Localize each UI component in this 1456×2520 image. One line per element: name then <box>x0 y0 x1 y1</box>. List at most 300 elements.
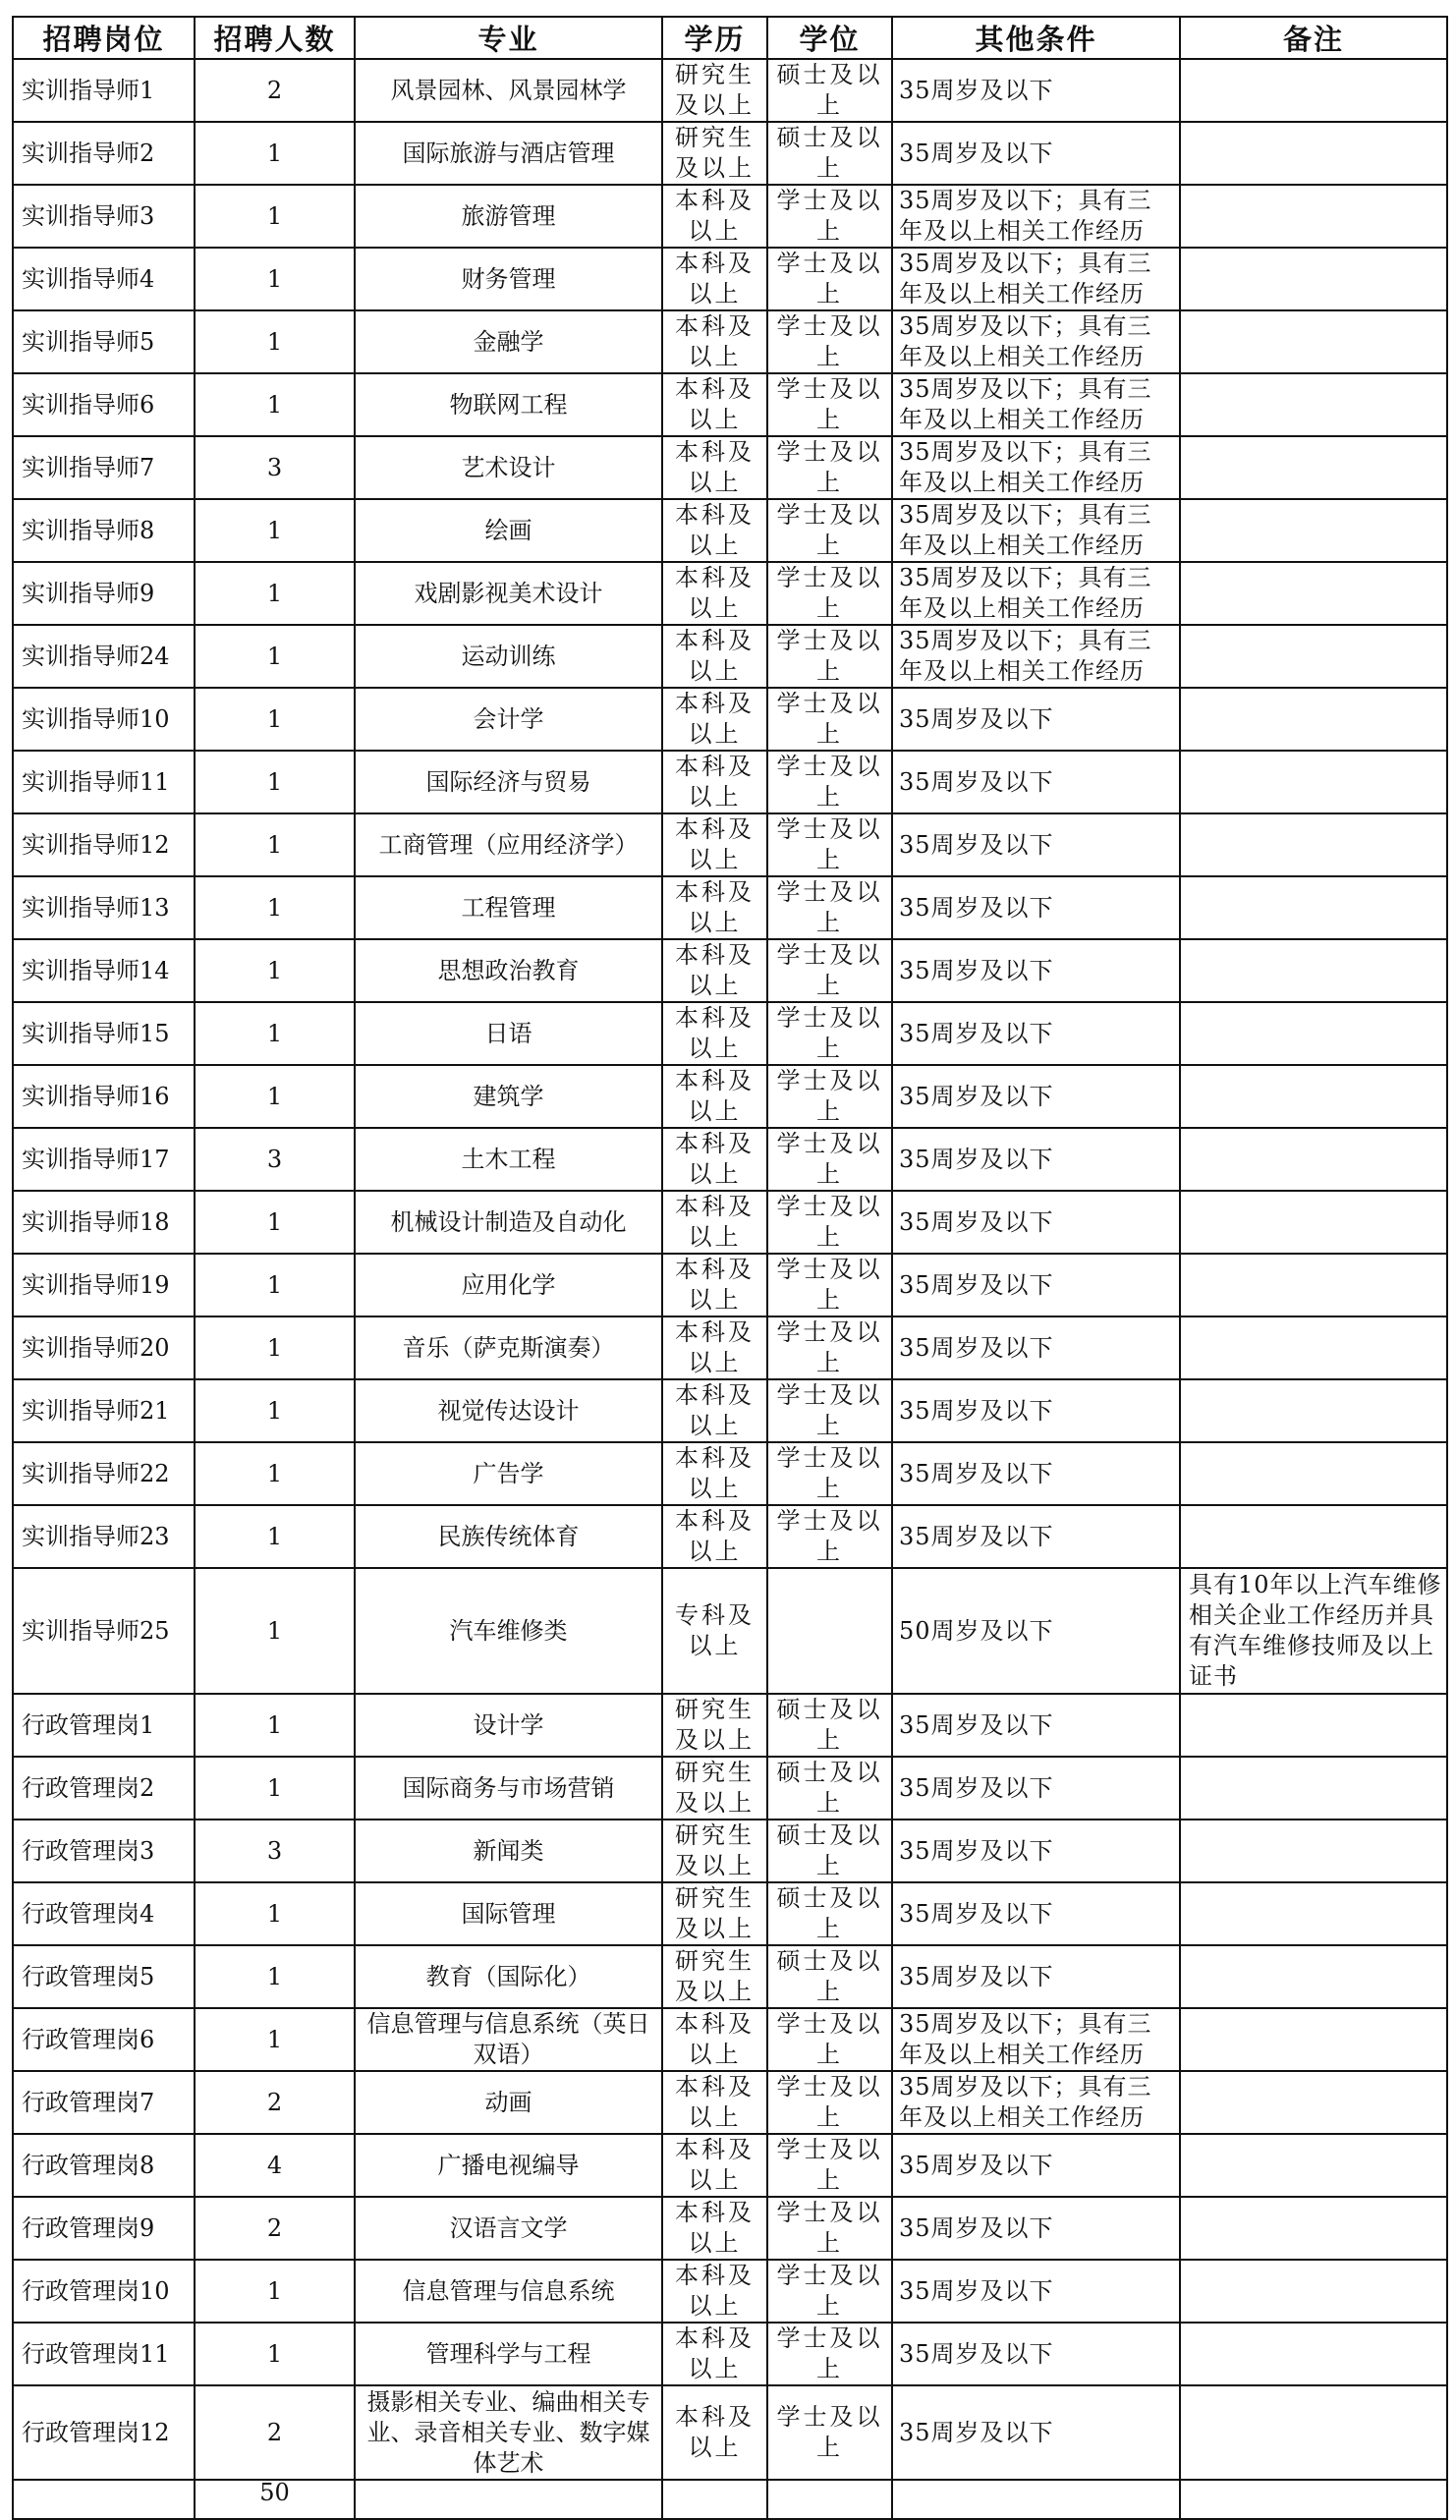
major-cell: 广告学 <box>355 1442 662 1505</box>
education-cell: 本科及以上 <box>662 436 767 499</box>
table-row <box>13 1505 1447 1568</box>
education-cell: 本科及以上 <box>662 2134 767 2197</box>
conditions-cell: 35周岁及以下 <box>892 1379 1180 1442</box>
count-cell: 1 <box>195 2323 355 2385</box>
degree-cell: 硕士及以上 <box>767 1882 892 1945</box>
major-cell: 工程管理 <box>355 876 662 939</box>
count-cell: 1 <box>195 373 355 436</box>
table-row <box>13 1882 1447 1945</box>
count-cell: 1 <box>195 813 355 876</box>
conditions-cell: 35周岁及以下 <box>892 1191 1180 1254</box>
position-cell: 实训指导师8 <box>13 499 195 562</box>
table-row <box>13 939 1447 1002</box>
count-cell: 1 <box>195 499 355 562</box>
degree-cell: 学士及以上 <box>767 2197 892 2260</box>
count-cell: 1 <box>195 310 355 373</box>
total-empty-cell <box>1180 2480 1447 2519</box>
position-cell: 行政管理岗1 <box>13 1694 195 1757</box>
count-cell: 1 <box>195 1254 355 1316</box>
notes-cell <box>1180 751 1447 813</box>
table-row <box>13 1065 1447 1128</box>
position-cell: 实训指导师19 <box>13 1254 195 1316</box>
count-cell: 1 <box>195 1505 355 1568</box>
conditions-cell: 35周岁及以下 <box>892 2385 1180 2480</box>
degree-cell: 学士及以上 <box>767 876 892 939</box>
notes-cell <box>1180 248 1447 310</box>
total-count: 50 <box>195 2480 355 2519</box>
conditions-cell: 50周岁及以下 <box>892 1568 1180 1694</box>
education-cell: 本科及以上 <box>662 1128 767 1191</box>
education-cell: 本科及以上 <box>662 1191 767 1254</box>
education-cell: 本科及以上 <box>662 1442 767 1505</box>
position-cell: 实训指导师24 <box>13 625 195 688</box>
education-cell: 本科及以上 <box>662 248 767 310</box>
conditions-cell: 35周岁及以下；具有三年及以上相关工作经历 <box>892 562 1180 625</box>
conditions-cell: 35周岁及以下 <box>892 1505 1180 1568</box>
count-cell: 1 <box>195 2260 355 2323</box>
position-cell: 实训指导师2 <box>13 122 195 185</box>
education-cell: 本科及以上 <box>662 813 767 876</box>
notes-cell <box>1180 1002 1447 1065</box>
table-row <box>13 876 1447 939</box>
conditions-cell: 35周岁及以下；具有三年及以上相关工作经历 <box>892 185 1180 248</box>
education-cell: 本科及以上 <box>662 876 767 939</box>
table-row <box>13 1191 1447 1254</box>
notes-cell <box>1180 310 1447 373</box>
table-row <box>13 2008 1447 2071</box>
degree-cell <box>767 1568 892 1694</box>
degree-cell: 学士及以上 <box>767 1505 892 1568</box>
header-major: 专业 <box>355 17 662 59</box>
notes-cell <box>1180 1505 1447 1568</box>
education-cell: 专科及以上 <box>662 1568 767 1694</box>
major-cell: 国际商务与市场营销 <box>355 1757 662 1820</box>
notes-cell <box>1180 373 1447 436</box>
conditions-cell: 35周岁及以下；具有三年及以上相关工作经历 <box>892 2008 1180 2071</box>
major-cell: 教育（国际化） <box>355 1945 662 2008</box>
count-cell: 4 <box>195 2134 355 2197</box>
count-cell: 1 <box>195 248 355 310</box>
position-cell: 实训指导师7 <box>13 436 195 499</box>
notes-cell <box>1180 59 1447 122</box>
major-cell: 动画 <box>355 2071 662 2134</box>
notes-cell <box>1180 939 1447 1002</box>
degree-cell: 学士及以上 <box>767 1442 892 1505</box>
count-cell: 1 <box>195 562 355 625</box>
conditions-cell: 35周岁及以下 <box>892 1945 1180 2008</box>
major-cell: 财务管理 <box>355 248 662 310</box>
table-row <box>13 248 1447 310</box>
degree-cell: 学士及以上 <box>767 688 892 751</box>
degree-cell: 硕士及以上 <box>767 1820 892 1882</box>
position-cell: 行政管理岗2 <box>13 1757 195 1820</box>
education-cell: 本科及以上 <box>662 1002 767 1065</box>
education-cell: 本科及以上 <box>662 1316 767 1379</box>
table-row <box>13 1442 1447 1505</box>
position-cell: 实训指导师20 <box>13 1316 195 1379</box>
major-cell: 会计学 <box>355 688 662 751</box>
major-cell: 摄影相关专业、编曲相关专业、录音相关专业、数字媒体艺术 <box>355 2385 662 2480</box>
position-cell: 行政管理岗6 <box>13 2008 195 2071</box>
count-cell: 1 <box>195 1316 355 1379</box>
table-row <box>13 751 1447 813</box>
position-cell: 实训指导师21 <box>13 1379 195 1442</box>
header-notes: 备注 <box>1180 17 1447 59</box>
header-count: 招聘人数 <box>195 17 355 59</box>
major-cell: 应用化学 <box>355 1254 662 1316</box>
degree-cell: 学士及以上 <box>767 751 892 813</box>
notes-cell <box>1180 1442 1447 1505</box>
count-cell: 1 <box>195 185 355 248</box>
degree-cell: 硕士及以上 <box>767 1945 892 2008</box>
table-row <box>13 2260 1447 2323</box>
degree-cell: 硕士及以上 <box>767 1757 892 1820</box>
total-empty-cell <box>892 2480 1180 2519</box>
degree-cell: 学士及以上 <box>767 310 892 373</box>
major-cell: 设计学 <box>355 1694 662 1757</box>
count-cell: 1 <box>195 625 355 688</box>
notes-cell <box>1180 688 1447 751</box>
table-row <box>13 1945 1447 2008</box>
table-row <box>13 122 1447 185</box>
position-cell: 行政管理岗5 <box>13 1945 195 2008</box>
header-degree: 学位 <box>767 17 892 59</box>
notes-cell <box>1180 1254 1447 1316</box>
position-cell: 实训指导师22 <box>13 1442 195 1505</box>
position-cell: 实训指导师12 <box>13 813 195 876</box>
table-row <box>13 1379 1447 1442</box>
major-cell: 国际旅游与酒店管理 <box>355 122 662 185</box>
total-empty-cell <box>767 2480 892 2519</box>
notes-cell <box>1180 1882 1447 1945</box>
position-cell: 行政管理岗10 <box>13 2260 195 2323</box>
table-row <box>13 625 1447 688</box>
degree-cell: 学士及以上 <box>767 2385 892 2480</box>
count-cell: 1 <box>195 1065 355 1128</box>
conditions-cell: 35周岁及以下 <box>892 1820 1180 1882</box>
count-cell: 1 <box>195 1002 355 1065</box>
degree-cell: 学士及以上 <box>767 185 892 248</box>
conditions-cell: 35周岁及以下 <box>892 1757 1180 1820</box>
notes-cell <box>1180 1065 1447 1128</box>
position-cell: 行政管理岗7 <box>13 2071 195 2134</box>
notes-cell <box>1180 1379 1447 1442</box>
count-cell: 2 <box>195 2197 355 2260</box>
position-cell: 行政管理岗3 <box>13 1820 195 1882</box>
conditions-cell: 35周岁及以下 <box>892 2134 1180 2197</box>
table-row <box>13 373 1447 436</box>
major-cell: 建筑学 <box>355 1065 662 1128</box>
degree-cell: 学士及以上 <box>767 2134 892 2197</box>
degree-cell: 学士及以上 <box>767 2260 892 2323</box>
position-cell: 实训指导师5 <box>13 310 195 373</box>
table-row <box>13 2385 1447 2480</box>
count-cell: 1 <box>195 1945 355 2008</box>
education-cell: 本科及以上 <box>662 562 767 625</box>
education-cell: 研究生及以上 <box>662 1694 767 1757</box>
education-cell: 研究生及以上 <box>662 1820 767 1882</box>
conditions-cell: 35周岁及以下 <box>892 122 1180 185</box>
conditions-cell: 35周岁及以下 <box>892 876 1180 939</box>
education-cell: 本科及以上 <box>662 2260 767 2323</box>
education-cell: 本科及以上 <box>662 2197 767 2260</box>
degree-cell: 学士及以上 <box>767 939 892 1002</box>
count-cell: 3 <box>195 1128 355 1191</box>
count-cell: 3 <box>195 1820 355 1882</box>
conditions-cell: 35周岁及以下 <box>892 688 1180 751</box>
notes-cell <box>1180 2385 1447 2480</box>
position-cell: 实训指导师17 <box>13 1128 195 1191</box>
conditions-cell: 35周岁及以下 <box>892 59 1180 122</box>
position-cell: 实训指导师18 <box>13 1191 195 1254</box>
major-cell: 金融学 <box>355 310 662 373</box>
table-row <box>13 813 1447 876</box>
total-empty-cell <box>355 2480 662 2519</box>
position-cell: 实训指导师3 <box>13 185 195 248</box>
table-row <box>13 1694 1447 1757</box>
conditions-cell: 35周岁及以下 <box>892 1065 1180 1128</box>
conditions-cell: 35周岁及以下 <box>892 1002 1180 1065</box>
table-row <box>13 499 1447 562</box>
count-cell: 1 <box>195 1442 355 1505</box>
notes-cell <box>1180 1694 1447 1757</box>
position-cell: 实训指导师13 <box>13 876 195 939</box>
notes-cell <box>1180 1128 1447 1191</box>
table-row <box>13 1568 1447 1694</box>
table-row <box>13 310 1447 373</box>
position-cell: 行政管理岗4 <box>13 1882 195 1945</box>
major-cell: 土木工程 <box>355 1128 662 1191</box>
conditions-cell: 35周岁及以下；具有三年及以上相关工作经历 <box>892 625 1180 688</box>
conditions-cell: 35周岁及以下；具有三年及以上相关工作经历 <box>892 2071 1180 2134</box>
degree-cell: 学士及以上 <box>767 1191 892 1254</box>
major-cell: 广播电视编导 <box>355 2134 662 2197</box>
education-cell: 研究生及以上 <box>662 122 767 185</box>
degree-cell: 学士及以上 <box>767 1316 892 1379</box>
count-cell: 1 <box>195 1568 355 1694</box>
education-cell: 本科及以上 <box>662 1254 767 1316</box>
degree-cell: 学士及以上 <box>767 373 892 436</box>
table-row <box>13 2197 1447 2260</box>
major-cell: 汽车维修类 <box>355 1568 662 1694</box>
notes-cell <box>1180 436 1447 499</box>
degree-cell: 硕士及以上 <box>767 1694 892 1757</box>
conditions-cell: 35周岁及以下 <box>892 1442 1180 1505</box>
table-row <box>13 1002 1447 1065</box>
table-row <box>13 2134 1447 2197</box>
major-cell: 民族传统体育 <box>355 1505 662 1568</box>
total-empty-cell <box>662 2480 767 2519</box>
count-cell: 2 <box>195 2071 355 2134</box>
table-row <box>13 562 1447 625</box>
major-cell: 国际管理 <box>355 1882 662 1945</box>
position-cell: 实训指导师1 <box>13 59 195 122</box>
table-row <box>13 2071 1447 2134</box>
education-cell: 本科及以上 <box>662 499 767 562</box>
count-cell: 1 <box>195 1694 355 1757</box>
degree-cell: 学士及以上 <box>767 1002 892 1065</box>
table-row <box>13 688 1447 751</box>
education-cell: 本科及以上 <box>662 625 767 688</box>
education-cell: 本科及以上 <box>662 2071 767 2134</box>
position-cell: 实训指导师9 <box>13 562 195 625</box>
position-cell: 行政管理岗11 <box>13 2323 195 2385</box>
conditions-cell: 35周岁及以下；具有三年及以上相关工作经历 <box>892 310 1180 373</box>
major-cell: 旅游管理 <box>355 185 662 248</box>
education-cell: 研究生及以上 <box>662 1945 767 2008</box>
position-cell: 实训指导师6 <box>13 373 195 436</box>
conditions-cell: 35周岁及以下；具有三年及以上相关工作经历 <box>892 436 1180 499</box>
major-cell: 机械设计制造及自动化 <box>355 1191 662 1254</box>
notes-cell <box>1180 813 1447 876</box>
conditions-cell: 35周岁及以下 <box>892 1254 1180 1316</box>
major-cell: 视觉传达设计 <box>355 1379 662 1442</box>
conditions-cell: 35周岁及以下 <box>892 2323 1180 2385</box>
degree-cell: 学士及以上 <box>767 2323 892 2385</box>
education-cell: 本科及以上 <box>662 1505 767 1568</box>
conditions-cell: 35周岁及以下；具有三年及以上相关工作经历 <box>892 248 1180 310</box>
notes-cell <box>1180 876 1447 939</box>
position-cell: 实训指导师25 <box>13 1568 195 1694</box>
notes-cell <box>1180 562 1447 625</box>
degree-cell: 学士及以上 <box>767 1128 892 1191</box>
table-row <box>13 436 1447 499</box>
notes-cell <box>1180 1191 1447 1254</box>
conditions-cell: 35周岁及以下；具有三年及以上相关工作经历 <box>892 499 1180 562</box>
notes-cell <box>1180 2197 1447 2260</box>
table-body <box>13 59 1447 2519</box>
conditions-cell: 35周岁及以下 <box>892 2260 1180 2323</box>
major-cell: 新闻类 <box>355 1820 662 1882</box>
major-cell: 管理科学与工程 <box>355 2323 662 2385</box>
degree-cell: 硕士及以上 <box>767 59 892 122</box>
header-row <box>13 17 1447 59</box>
count-cell: 1 <box>195 1882 355 1945</box>
notes-cell: 具有10年以上汽车维修相关企业工作经历并具有汽车维修技师及以上证书 <box>1180 1568 1447 1694</box>
total-row <box>13 2480 1447 2519</box>
count-cell: 1 <box>195 1757 355 1820</box>
table-row <box>13 1316 1447 1379</box>
major-cell: 运动训练 <box>355 625 662 688</box>
count-cell: 1 <box>195 1191 355 1254</box>
position-cell: 实训指导师4 <box>13 248 195 310</box>
position-cell: 实训指导师11 <box>13 751 195 813</box>
count-cell: 3 <box>195 436 355 499</box>
education-cell: 本科及以上 <box>662 2385 767 2480</box>
education-cell: 本科及以上 <box>662 688 767 751</box>
position-cell: 实训指导师15 <box>13 1002 195 1065</box>
position-cell: 实训指导师16 <box>13 1065 195 1128</box>
notes-cell <box>1180 1945 1447 2008</box>
notes-cell <box>1180 122 1447 185</box>
conditions-cell: 35周岁及以下 <box>892 751 1180 813</box>
header-education: 学历 <box>662 17 767 59</box>
position-cell: 实训指导师10 <box>13 688 195 751</box>
degree-cell: 学士及以上 <box>767 813 892 876</box>
notes-cell <box>1180 2071 1447 2134</box>
count-cell: 2 <box>195 2385 355 2480</box>
table-row <box>13 1128 1447 1191</box>
major-cell: 信息管理与信息系统 <box>355 2260 662 2323</box>
position-cell: 行政管理岗12 <box>13 2385 195 2480</box>
degree-cell: 学士及以上 <box>767 1065 892 1128</box>
count-cell: 1 <box>195 2008 355 2071</box>
position-cell: 实训指导师23 <box>13 1505 195 1568</box>
degree-cell: 学士及以上 <box>767 499 892 562</box>
degree-cell: 学士及以上 <box>767 248 892 310</box>
major-cell: 日语 <box>355 1002 662 1065</box>
count-cell: 1 <box>195 122 355 185</box>
conditions-cell: 35周岁及以下 <box>892 1882 1180 1945</box>
degree-cell: 学士及以上 <box>767 1379 892 1442</box>
notes-cell <box>1180 185 1447 248</box>
conditions-cell: 35周岁及以下 <box>892 1128 1180 1191</box>
notes-cell <box>1180 1820 1447 1882</box>
degree-cell: 学士及以上 <box>767 562 892 625</box>
notes-cell <box>1180 2134 1447 2197</box>
major-cell: 戏剧影视美术设计 <box>355 562 662 625</box>
education-cell: 本科及以上 <box>662 1065 767 1128</box>
header-position: 招聘岗位 <box>13 17 195 59</box>
table-row <box>13 59 1447 122</box>
notes-cell <box>1180 2323 1447 2385</box>
count-cell: 2 <box>195 59 355 122</box>
degree-cell: 学士及以上 <box>767 436 892 499</box>
notes-cell <box>1180 2260 1447 2323</box>
conditions-cell: 35周岁及以下 <box>892 1316 1180 1379</box>
major-cell: 国际经济与贸易 <box>355 751 662 813</box>
recruitment-table <box>12 16 1448 2520</box>
degree-cell: 硕士及以上 <box>767 122 892 185</box>
count-cell: 1 <box>195 751 355 813</box>
major-cell: 物联网工程 <box>355 373 662 436</box>
major-cell: 工商管理（应用经济学） <box>355 813 662 876</box>
notes-cell <box>1180 499 1447 562</box>
notes-cell <box>1180 2008 1447 2071</box>
education-cell: 本科及以上 <box>662 373 767 436</box>
position-cell: 行政管理岗9 <box>13 2197 195 2260</box>
conditions-cell: 35周岁及以下；具有三年及以上相关工作经历 <box>892 373 1180 436</box>
major-cell: 艺术设计 <box>355 436 662 499</box>
notes-cell <box>1180 1316 1447 1379</box>
education-cell: 本科及以上 <box>662 185 767 248</box>
conditions-cell: 35周岁及以下 <box>892 1694 1180 1757</box>
education-cell: 本科及以上 <box>662 751 767 813</box>
major-cell: 音乐（萨克斯演奏） <box>355 1316 662 1379</box>
notes-cell <box>1180 625 1447 688</box>
degree-cell: 学士及以上 <box>767 625 892 688</box>
notes-cell <box>1180 1757 1447 1820</box>
education-cell: 本科及以上 <box>662 2323 767 2385</box>
conditions-cell: 35周岁及以下 <box>892 2197 1180 2260</box>
major-cell: 风景园林、风景园林学 <box>355 59 662 122</box>
count-cell: 1 <box>195 688 355 751</box>
education-cell: 本科及以上 <box>662 939 767 1002</box>
degree-cell: 学士及以上 <box>767 2071 892 2134</box>
table-row <box>13 1757 1447 1820</box>
table-row <box>13 2323 1447 2385</box>
education-cell: 本科及以上 <box>662 310 767 373</box>
table-row <box>13 1820 1447 1882</box>
count-cell: 1 <box>195 876 355 939</box>
conditions-cell: 35周岁及以下 <box>892 813 1180 876</box>
major-cell: 汉语言文学 <box>355 2197 662 2260</box>
header-conditions: 其他条件 <box>892 17 1180 59</box>
table-row <box>13 185 1447 248</box>
education-cell: 研究生及以上 <box>662 1757 767 1820</box>
position-cell: 实训指导师14 <box>13 939 195 1002</box>
count-cell: 1 <box>195 1379 355 1442</box>
